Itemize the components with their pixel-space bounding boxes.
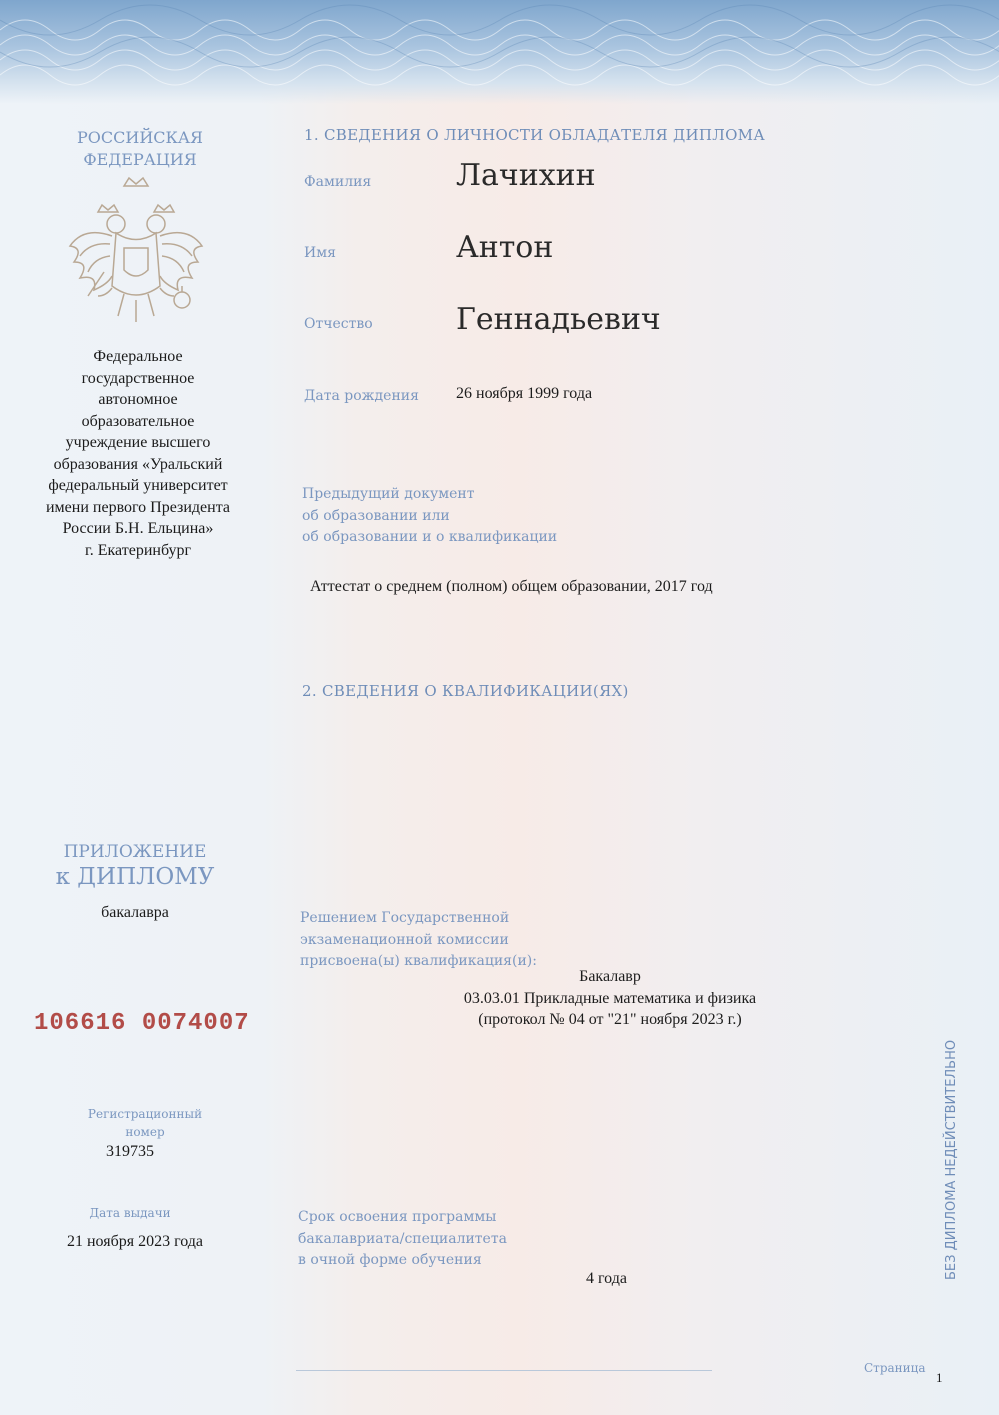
previous-document-value: Аттестат о среднем (полном) общем образовании, 2017 год (310, 578, 713, 595)
surname-value: Лачихин (456, 158, 596, 193)
institution-line: автономное (98, 391, 178, 408)
qualification-block (400, 966, 820, 1031)
decision-label-line-2: экзаменационной комиссии (300, 931, 509, 948)
decision-label-line-1: Решением Государственной (300, 910, 510, 926)
institution-line: учреждение высшего (65, 434, 211, 451)
footer-divider (296, 1370, 712, 1371)
country-title (60, 127, 220, 171)
institution-line: Федеральное (93, 348, 183, 365)
country-line-2: ФЕДЕРАЦИЯ (83, 150, 197, 169)
institution-line: России Б.Н. Ельцина» (62, 520, 214, 537)
previous-document-label-line-1: Предыдущий документ (302, 486, 475, 502)
appendix-title-line-1: ПРИЛОЖЕНИЕ (63, 842, 207, 862)
dob-label: Дата рождения (304, 388, 419, 404)
study-term-value: 4 года (586, 1270, 627, 1287)
dob-value: 26 ноября 1999 года (456, 385, 593, 402)
page-number: 1 (936, 1370, 943, 1385)
previous-document-label (302, 484, 557, 549)
name-label: Имя (304, 245, 336, 261)
institution-line: образования «Уральский (53, 455, 223, 473)
page-label: Страница (864, 1361, 926, 1375)
diploma-serial-number: 106616 0074007 (34, 1010, 250, 1037)
protocol-reference: (протокол № 04 от "21" ноября 2023 г.) (478, 1011, 742, 1028)
institution-line: имени первого Президента (45, 498, 230, 516)
degree-level: бакалавра (101, 904, 169, 921)
coat-of-arms-icon (64, 176, 208, 326)
institution-name (30, 346, 246, 561)
previous-document-label-line-3: об образовании и о квалификации (302, 529, 558, 545)
issue-date-label: Дата выдачи (89, 1206, 171, 1220)
name-value: Антон (456, 230, 554, 265)
security-pattern-band (0, 0, 999, 104)
appendix-title-line-2: к ДИПЛОМУ (55, 864, 215, 890)
surname-label: Фамилия (304, 174, 372, 190)
study-term-label-line-2: бакалавриата/специалитета (298, 1230, 507, 1247)
validity-note-vertical: БЕЗ ДИПЛОМА НЕДЕЙСТВИТЕЛЬНО (944, 1039, 959, 1280)
patronymic-value: Геннадьевич (456, 302, 661, 337)
patronymic-label: Отчество (304, 316, 373, 332)
section-2-heading: 2. СВЕДЕНИЯ О КВАЛИФИКАЦИИ(ЯХ) (302, 682, 629, 700)
decision-label-line-3: присвоена(ы) квалификация(и): (300, 953, 537, 969)
institution-line: федеральный университет (48, 477, 228, 494)
previous-document-label-line-2: об образовании или (302, 507, 450, 524)
country-line-1: РОССИЙСКАЯ (77, 128, 203, 147)
study-term-label-line-3: в очной форме обучения (298, 1252, 482, 1268)
guilloche-pattern-icon (0, 0, 999, 104)
study-term-label-line-1: Срок освоения программы (298, 1209, 497, 1225)
registration-label-line-2: номер (125, 1125, 165, 1139)
institution-line: образовательное (81, 412, 195, 430)
qualification-title: Бакалавр (579, 968, 641, 985)
issue-date: 21 ноября 2023 года (66, 1233, 204, 1250)
registration-number: 319735 (106, 1143, 154, 1160)
study-term-label (298, 1207, 507, 1272)
institution-line: государственное (81, 369, 195, 387)
institution-line: г. Екатеринбург (84, 541, 192, 559)
section-1-heading: 1. СВЕДЕНИЯ О ЛИЧНОСТИ ОБЛАДАТЕЛЯ ДИПЛОМА (304, 126, 765, 144)
registration-label (60, 1105, 230, 1141)
program-code-name: 03.03.01 Прикладные математика и физика (463, 989, 757, 1007)
decision-label (300, 908, 537, 973)
registration-label-line-1: Регистрационный (87, 1107, 203, 1121)
